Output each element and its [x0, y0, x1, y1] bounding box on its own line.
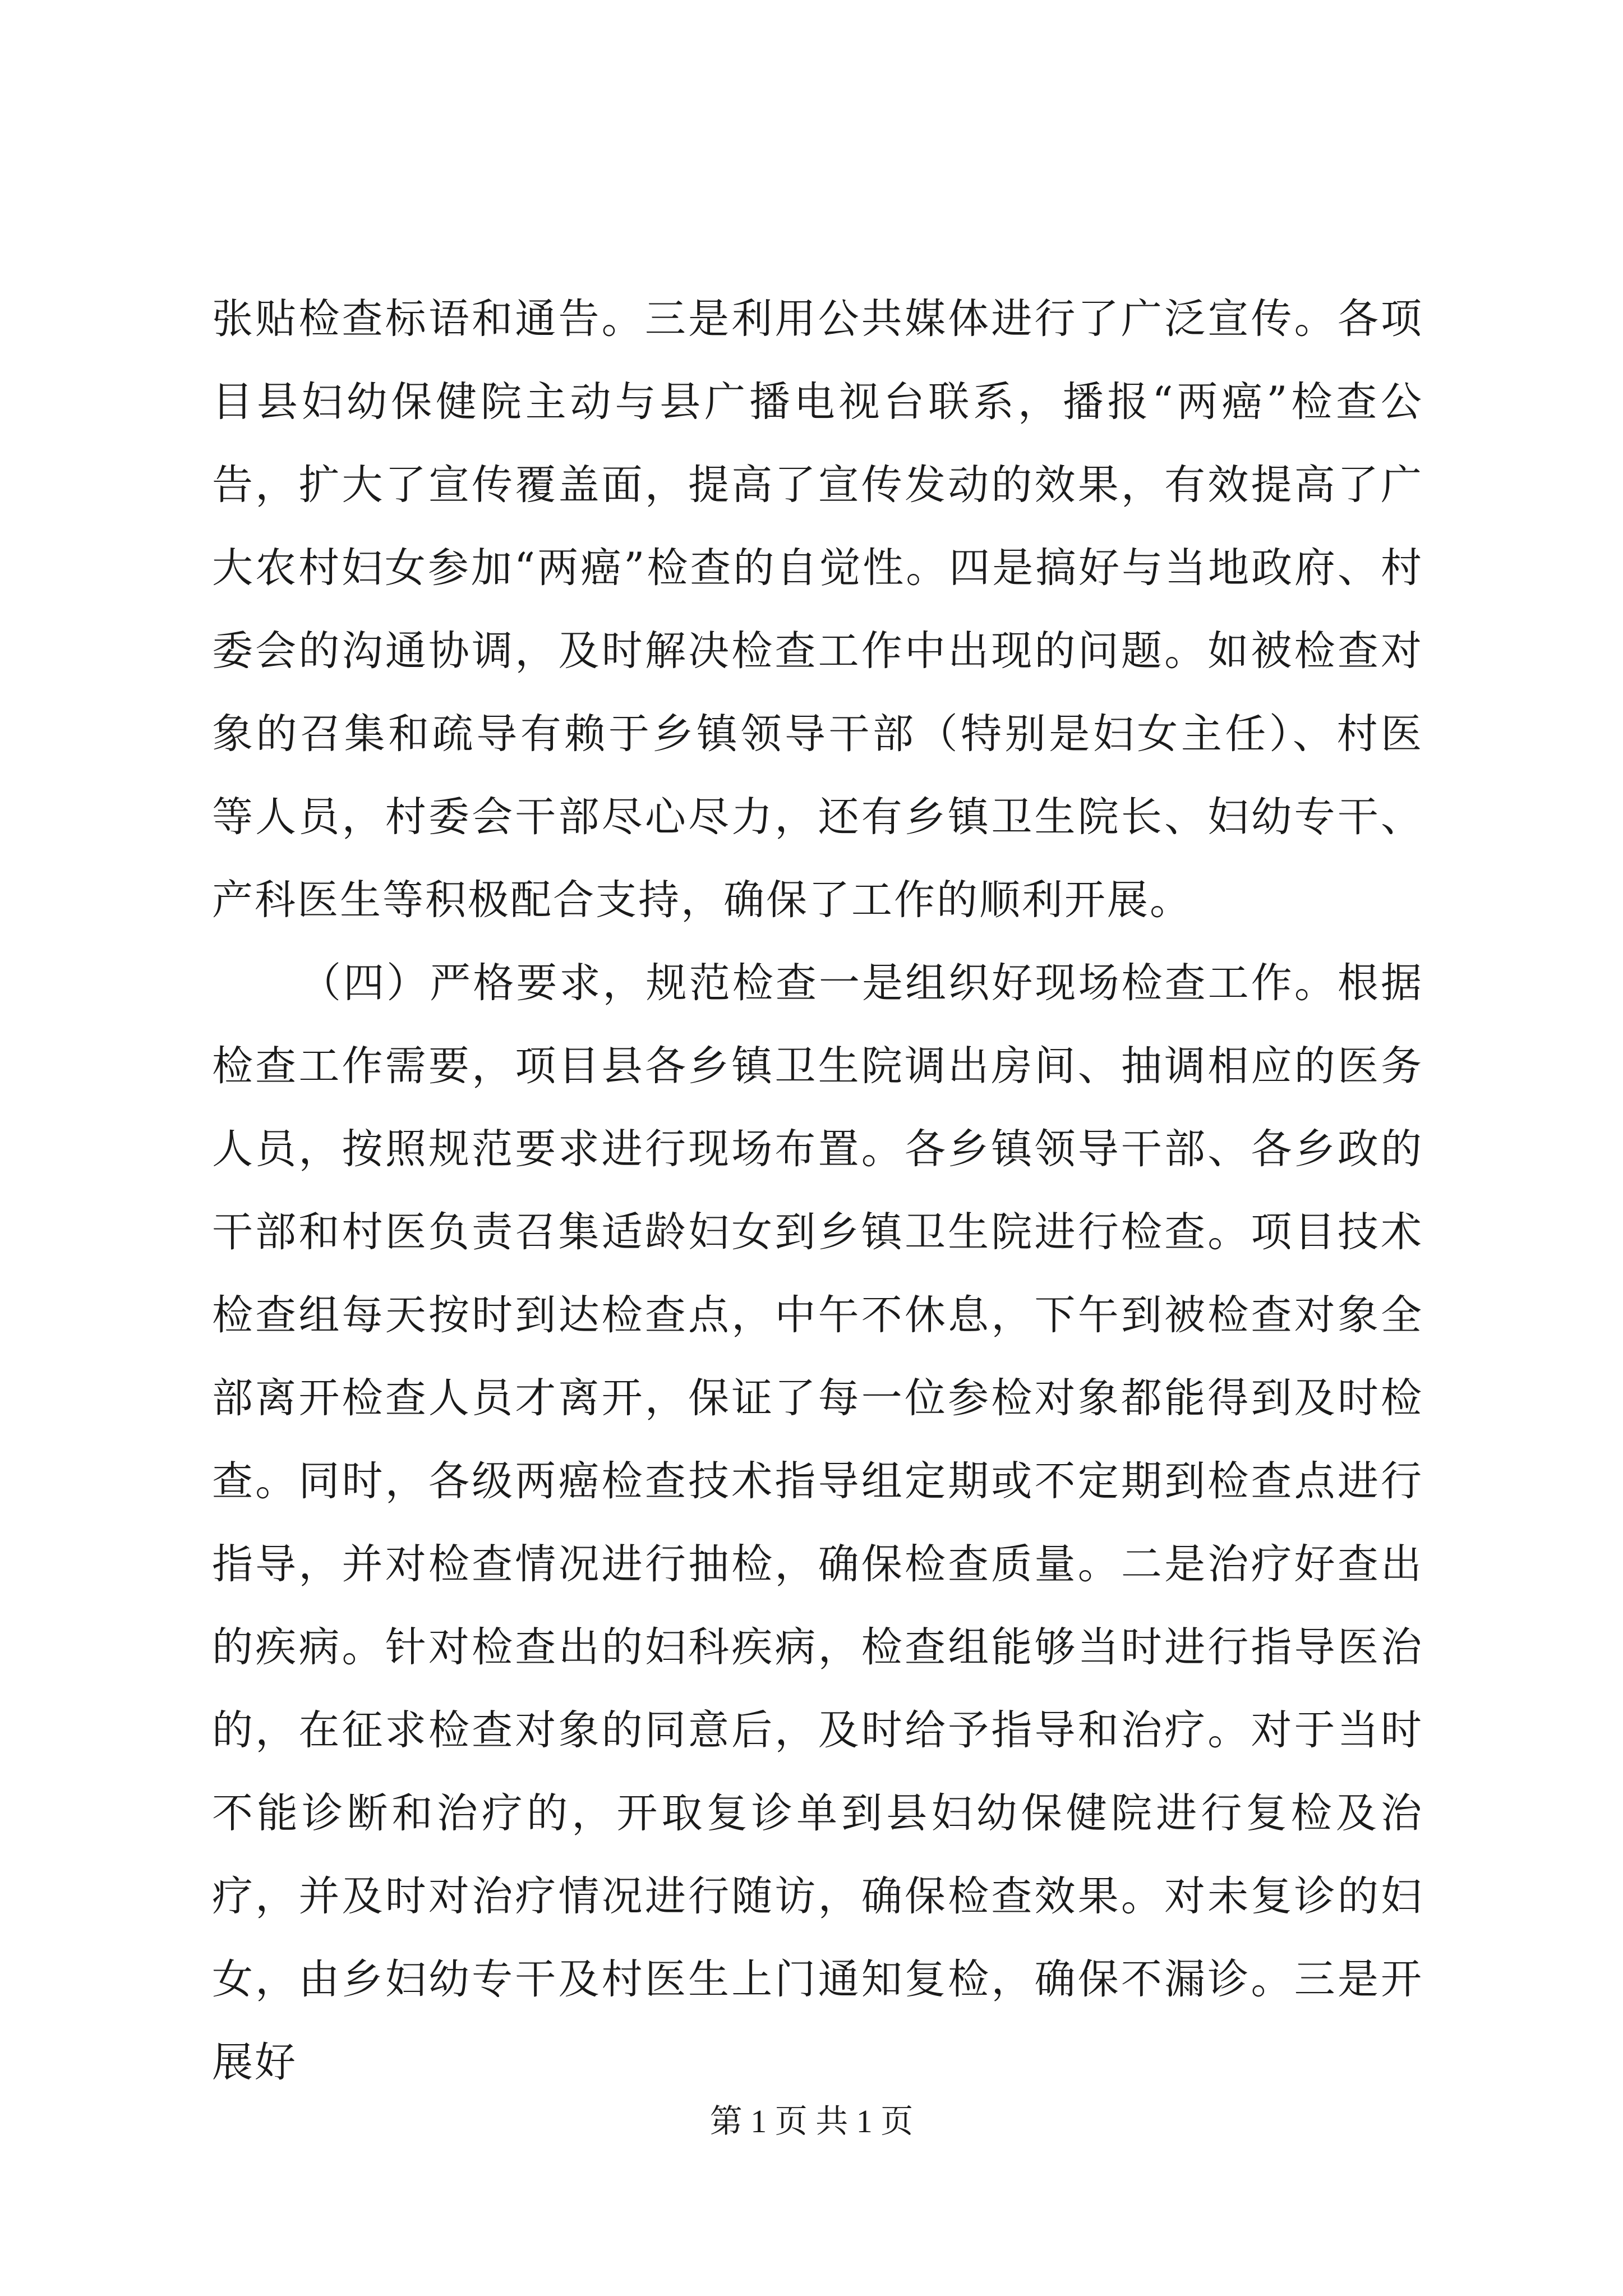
page-footer: 第 1 页 共 1 页 [709, 2103, 914, 2139]
body-text [212, 278, 1423, 2104]
paragraph-2: （四）严格要求，规范检查一是组织好现场检查工作。根据检查工作需要，项目县各乡镇卫生院调出房间、抽调相应的医务人员，按照规范要求进行现场布置。各乡镇领导干部、各乡政的干部和村医负责召集适龄妇女到乡镇卫生院进行检查。项目技术检查组每天按时到达检查点，中午不休息，下午到被检查对象全部离开检查人员才离开，保证了每一位参检对象都能得到及时检查。同时，各级两癌检查技术指导组定期或不定期到检查点进行指导，并对检查情况进行抽检，确保检查质量。二是治疗好查出的疾病。针对检查出的妇科疾病，检查组能够当时进行指导医治的，在征求检查对象的同意后，及时给予指导和治疗。对于当时不能诊断和治疗的，开取复诊单到县妇幼保健院进行复检及治疗，并及时对治疗情况进行随访，确保检查效果。对未复诊的妇女，由乡妇幼专干及村医生上门通知复检，确保不漏诊。三是开展好 [212, 959, 1423, 2086]
paragraph-1: 张贴检查标语和通告。三是利用公共媒体进行了广泛宣传。各项目县妇幼保健院主动与县广播电视台联系，播报“两癌”检查公告，扩大了宣传覆盖面，提高了宣传发动的效果，有效提高了广大农村妇女参加“两癌”检查的自觉性。四是搞好与当地政府、村委会的沟通协调，及时解决检查工作中出现的问题。如被检查对象的召集和疏导有赖于乡镇领导干部（特别是妇女主任）、村医等人员，村委会干部尽心尽力，还有乡镇卫生院长、妇幼专干、产科医生等积极配合支持，确保了工作的顺利开展。 [212, 295, 1423, 924]
